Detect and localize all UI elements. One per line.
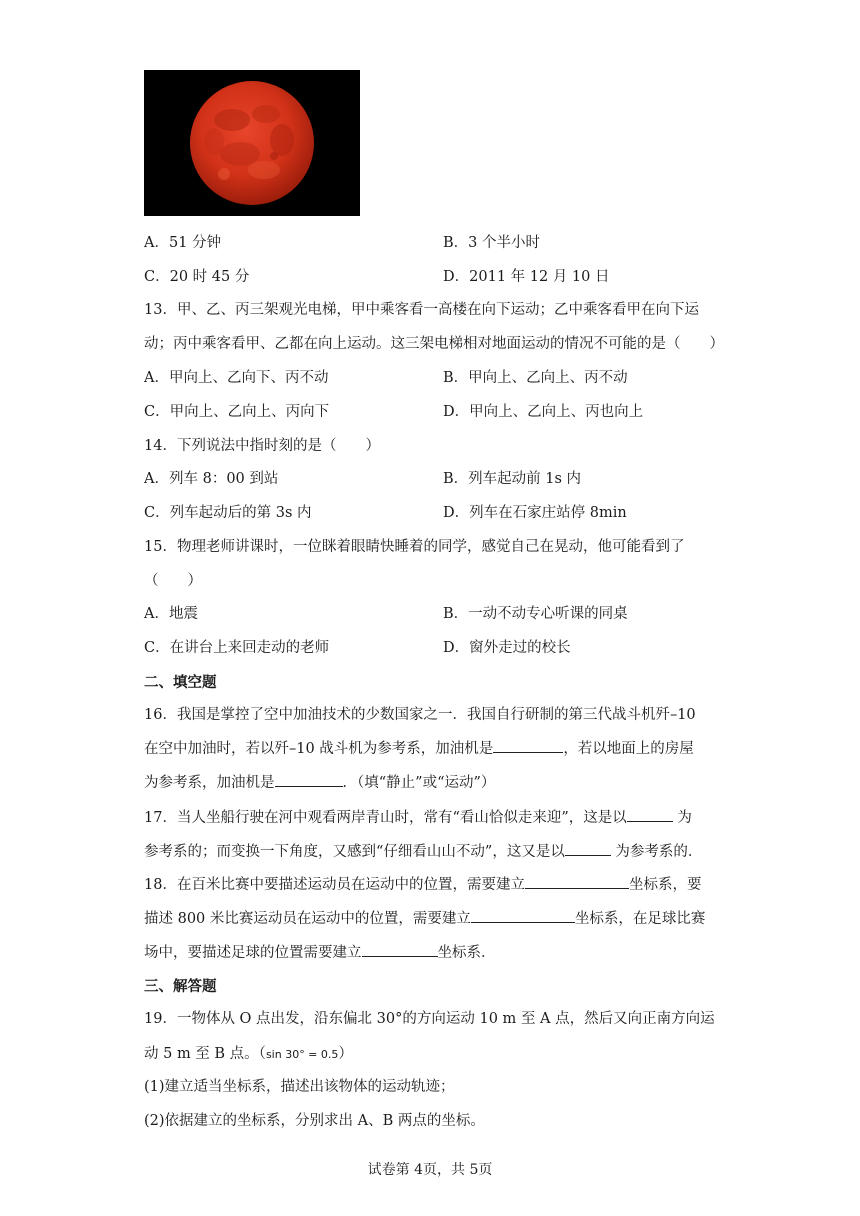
q16-blank-2[interactable]	[275, 772, 343, 787]
q15-option-b: B．一动不动专心听课的同桌	[443, 606, 628, 622]
q19-sin-formula: sin 30° = 0.5	[265, 1048, 339, 1061]
q16-stem-line3: 为参考系，加油机是 ．（填“静止”或“运动”）	[144, 771, 495, 792]
q14-stem: 14．下列说法中指时刻的是（ ）	[144, 438, 380, 454]
q16-stem-line2: 在空中加油时，若以歼–10 战斗机为参考系，加油机是 ，若以地面上的房屋	[144, 737, 694, 758]
q19-stem-line1: 19．一物体从 O 点出发，沿东偏北 30°的方向运动 10 m 至 A 点，然后又向正南方向运	[144, 1011, 715, 1027]
q13-option-b: B．甲向上、乙向上、丙不动	[443, 370, 628, 386]
q13-option-c: C．甲向上、乙向上、丙向下	[144, 404, 330, 420]
q16-stem-line1: 16．我国是掌控了空中加油技术的少数国家之一．我国自行研制的第三代战斗机歼–10	[144, 707, 696, 723]
q18-stem-line1: 18．在百米比赛中要描述运动员在运动中的位置，需要建立 坐标系，要	[144, 873, 701, 894]
q18-stem-line3: 场中，要描述足球的位置需要建立 坐标系．	[144, 941, 496, 962]
q15-option-c: C．在讲台上来回走动的老师	[144, 640, 330, 656]
q17-blank-2[interactable]	[565, 841, 611, 856]
q12-option-b: B．3 个半小时	[443, 235, 540, 251]
q14-option-d: D．列车在石家庄站停 8min	[443, 505, 627, 521]
q19-stem-line2: 动 5 m 至 B 点。（sin 30° = 0.5）	[144, 1046, 353, 1062]
red-moon-image	[144, 70, 360, 216]
q19-sub1: (1)建立适当坐标系，描述出该物体的运动轨迹；	[144, 1079, 455, 1095]
q13-option-d: D．甲向上、乙向上、丙也向上	[443, 404, 644, 420]
q15-stem-line2: （ ）	[144, 573, 202, 589]
q18-blank-3[interactable]	[362, 942, 438, 957]
q12-option-d: D．2011 年 12 月 10 日	[443, 269, 610, 285]
q15-stem-line1: 15．物理老师讲课时，一位眯着眼睛快睡着的同学，感觉自己在晃动，他可能看到了	[144, 539, 685, 555]
q15-option-a: A．地震	[144, 606, 198, 622]
q13-option-a: A．甲向上、乙向下、丙不动	[144, 370, 329, 386]
q12-option-c: C．20 时 45 分	[144, 269, 250, 285]
q16-blank-1[interactable]	[493, 738, 563, 753]
q14-option-a: A．列车 8：00 到站	[144, 471, 279, 487]
q12-option-a: A．51 分钟	[144, 235, 222, 251]
q13-stem-line2: 动；丙中乘客看甲、乙都在向上运动。这三架电梯相对地面运动的情况不可能的是（ ）	[144, 336, 724, 352]
q18-blank-2[interactable]	[471, 908, 575, 923]
q15-option-d: D．窗外走过的校长	[443, 640, 571, 656]
q19-sub2: (2)依据建立的坐标系，分别求出 A、B 两点的坐标。	[144, 1113, 485, 1129]
section-fill-in-heading: 二、填空题	[144, 674, 217, 691]
q18-stem-line2: 描述 800 米比赛运动员在运动中的位置，需要建立 坐标系，在足球比赛	[144, 907, 705, 928]
q14-option-b: B．列车起动前 1s 内	[443, 471, 582, 487]
q17-blank-1[interactable]	[627, 807, 673, 822]
q17-stem-line1: 17．当人坐船行驶在河中观看两岸青山时，常有“看山恰似走来迎”，这是以 为	[144, 806, 692, 827]
q13-stem-line1: 13．甲、乙、丙三架观光电梯，甲中乘客看一高楼在向下运动；乙中乘客看甲在向下运	[144, 302, 699, 318]
q17-stem-line2: 参考系的；而变换一下角度，又感到“仔细看山山不动”，这又是以 为参考系的．	[144, 840, 702, 861]
section-answer-heading: 三、解答题	[144, 978, 217, 995]
page-footer: 试卷第 4页，共 5页	[367, 1162, 493, 1178]
q18-blank-1[interactable]	[525, 874, 629, 889]
q14-option-c: C．列车起动后的第 3s 内	[144, 505, 312, 521]
